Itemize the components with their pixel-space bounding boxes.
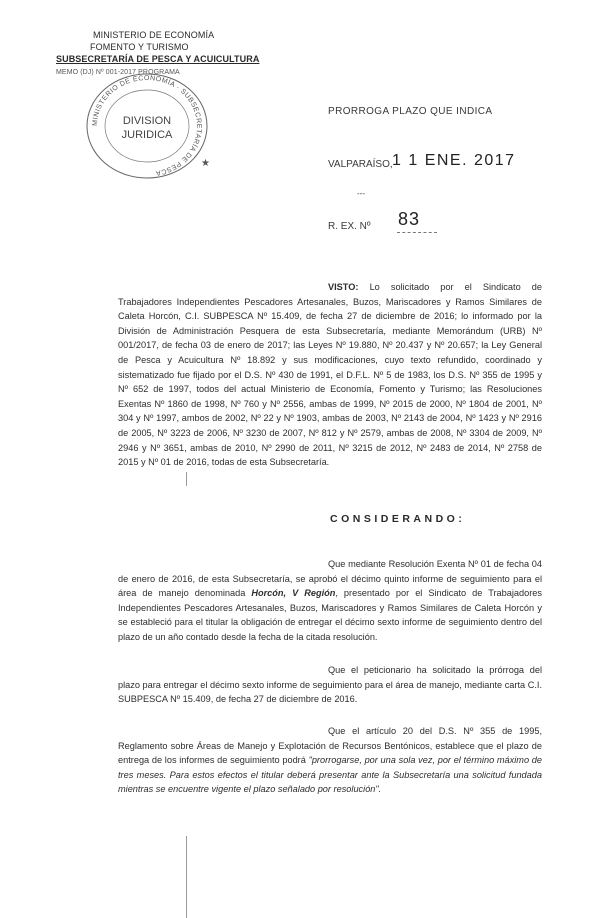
p1-text-end: , presentado por el Sindicato de Trabajadores Independientes Pescadores Artesanales, Buzos, Mariscadores y Ramos Similares de Caleta Horcón y se estableció para el titular la obligación de entregar el décimo sexto informe de seguimiento dentro del plazo de un año contado desde la fecha de la citada resolución.	[118, 588, 543, 642]
city-label: VALPARAÍSO,	[328, 159, 393, 170]
document-subject: PRORROGA PLAZO QUE INDICA	[328, 106, 493, 117]
visto-paragraph	[118, 280, 542, 470]
date-stamp: 1 1 ENE. 2017	[392, 152, 516, 169]
ministry-name: MINISTERIO DE ECONOMÍA	[93, 30, 215, 40]
considerando-heading: CONSIDERANDO:	[330, 513, 466, 525]
star-icon: ★	[201, 158, 210, 169]
p3-text-start: Que el artículo 20 del D.S. Nº 355 de 1995, Reglamento sobre Áreas de Manejo y Explotación de Recursos Bentónicos, establece que el plazo de entrega de los informes de seguimiento podrá	[118, 726, 542, 766]
considerando-paragraph-3	[118, 724, 542, 797]
p3-quote: "prorrogarse, por una sola vez, por el término máximo de tres meses. Para estos efectos el titular deberá presentar ante la Subsecretaría una solicitud fundada mientras se encuentre vigente el plazo señalado por resolución".	[118, 755, 542, 795]
visto-label: VISTO:	[328, 282, 359, 292]
stamp-ring-text: MINISTERIO DE ECONOMÍA · SUBSECRETARÍA DE PESCA	[91, 74, 203, 177]
resolution-label: R. EX. Nº	[328, 221, 371, 232]
margin-tick	[186, 472, 187, 486]
memo-reference: MEMO (DJ) Nº 001-2017 PROGRAMA	[56, 69, 180, 76]
ministry-subtitle: FOMENTO Y TURISMO	[90, 42, 189, 52]
margin-line	[186, 836, 187, 918]
stamp-division-text: DIVISION	[122, 115, 172, 127]
dash-mark: ---	[357, 189, 365, 198]
p1-area-name: Horcón, V Región	[251, 588, 336, 599]
p1-text-start: Que mediante Resolución Exenta Nº 01 de fecha 04 de enero de 2016, de esta Subsecretaría, se aprobó el décimo quinto informe de seguimiento para el área de manejo denominada	[118, 559, 542, 599]
considerando-paragraph-1	[118, 557, 542, 645]
division-juridica-stamp	[77, 70, 217, 182]
subsecretaria-name: SUBSECRETARÍA DE PESCA Y ACUICULTURA	[56, 54, 260, 64]
visto-text: Lo solicitado por el Sindicato de Trabajadores Independientes Pescadores Artesanales, Buzos, Mariscadores y Ramos Similares de Caleta Horcón, C.I. SUBPESCA Nº 15.409, de fecha 27 de diciembre de 2016; lo informado por la División de Administración Pesquera de esta Subsecretaría, mediante Memorándum (URB) Nº 001/2017, de fecha 03 de enero de 2017; las Leyes Nº 19.880, Nº 20.437 y Nº 20.657; la Ley General de Pesca y Acuicultura Nº 18.892 y sus modificaciones, cuyo texto refundido, coordinado y sistematizado fue fijado por el D.S. Nº 430 de 1991, el D.F.L. Nº 5 de 1983, los D.S. Nº 355 de 1995 y Nº 652 de 1997, todos del actual Ministerio de Economía, Fomento y Turismo; las Resoluciones Exentas Nº 1860 de 1998, Nº 760 y Nº 2556, ambas de 1999, Nº 2015 de 2000, Nº 1804 de 2001, Nº 304 y Nº 1997, ambos de 2002, Nº 22 y Nº 1903, ambas de 2003, Nº 2143 de 2004, Nº 1423 y Nº 2916 de 2005, Nº 3223 de 2006, Nº 3230 de 2007, Nº 812 y Nº 2579, ambas de 2008, Nº 3304 de 2009, Nº 2946 y Nº 3651, ambas de 2010, Nº 2990 de 2011, Nº 3215 de 2012, Nº 2483 de 2014, Nº 2758 de 2015 y Nº 01 de 2016, todas de esta Subsecretaría.	[118, 282, 542, 468]
stamp-juridica-text: JURIDICA	[121, 129, 173, 141]
considerando-paragraph-2: Que el peticionario ha solicitado la prórroga del plazo para entregar el décimo sexto informe de seguimiento para el área de manejo, mediante carta C.I. SUBPESCA Nº 15.409, de fecha 27 de diciembre de 2016.	[118, 665, 542, 705]
resolution-underline	[397, 232, 437, 233]
resolution-number: 83	[398, 209, 421, 229]
